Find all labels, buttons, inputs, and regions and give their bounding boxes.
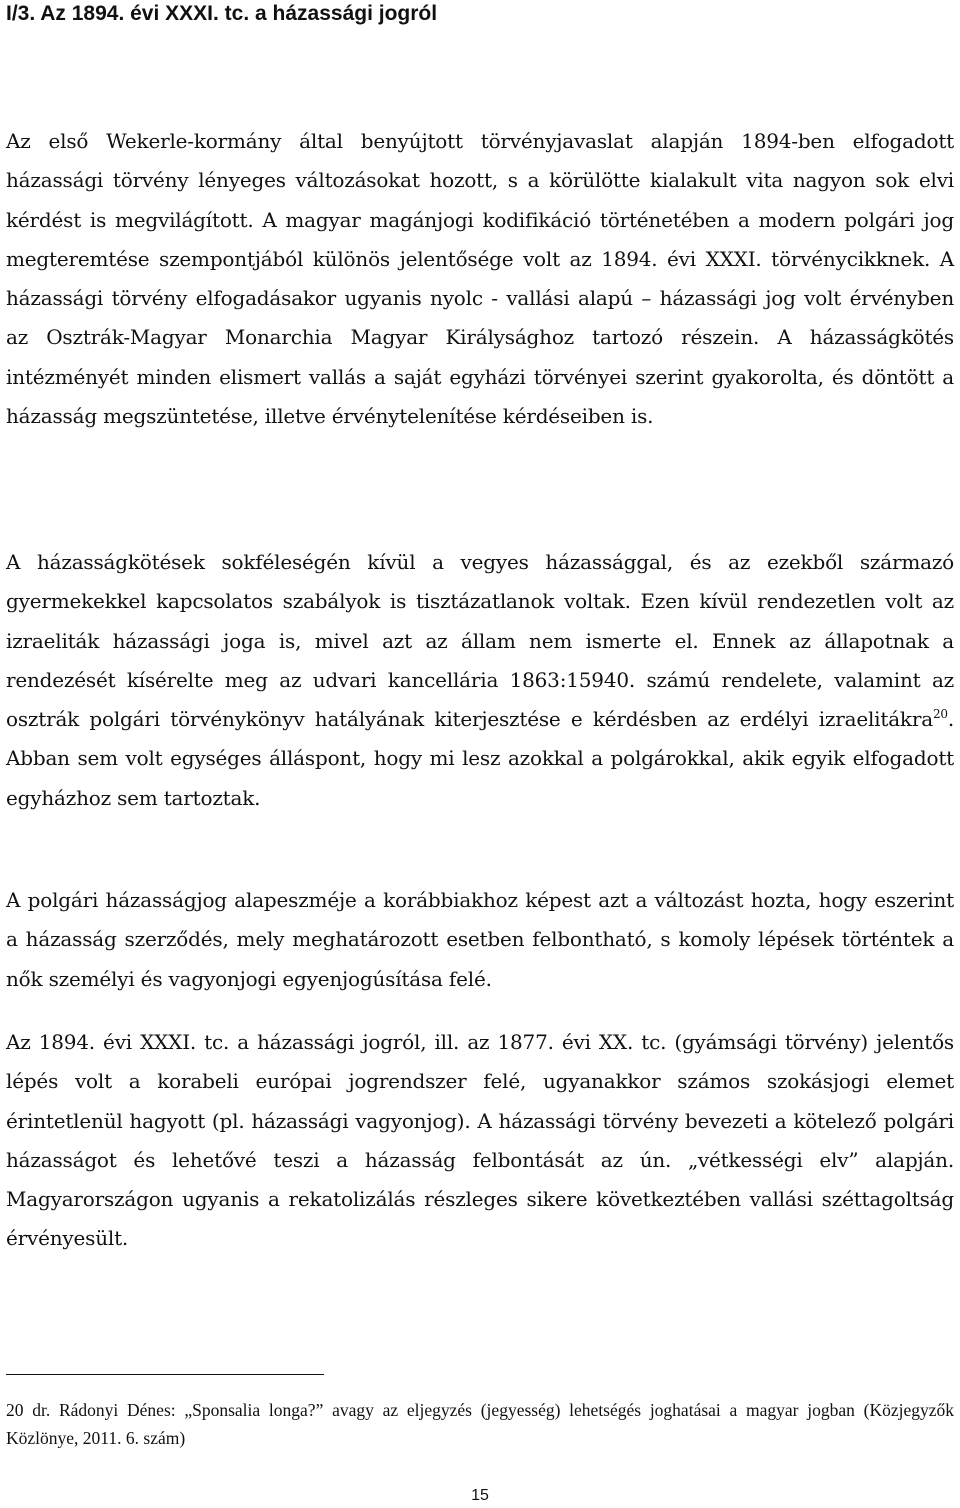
paragraph-3: A polgári házasságjog alapeszméje a korábbiakhoz képest azt a változást hozta, hogy eszerint a házasság szerződés, mely meghatározott esetben felbontható, s komoly lépések történtek a nők személyi és vagyonjogi egyenjogúsítása felé. (6, 888, 954, 991)
page-number: 15 (471, 1487, 489, 1504)
footnote: 20 dr. Rádonyi Dénes: „Sponsalia longa?” avagy az eljegyzés (jegyesség) lehetségés joghatásai a magyar jogban (Közjegyzők Közlönye, 2011. 6. szám) (6, 1400, 954, 1448)
paragraph-2 (6, 543, 954, 818)
footnote-reference: 20 (932, 707, 948, 722)
footnote-separator (6, 1374, 324, 1375)
paragraph-4: Az 1894. évi XXXI. tc. a házassági jogról, ill. az 1877. évi XX. tc. (gyámsági törvény) jelentős lépés volt a korabeli európai jogrendszer felé, ugyanakkor számos szokásjogi elemet érintetlenül hagyott (pl. házassági vagyonjog). A házassági törvény bevezeti a kötelező polgári házasságot és lehetővé teszi a házasság felbontását az ún. „vétkességi elv” alapján. Magyarországon ugyanis a rekatolizálás részleges sikere következtében vallási széttagoltság érvényesült. (6, 1030, 954, 1251)
paragraph-2-text: A házasságkötések sokféleségén kívül a vegyes házassággal, és az ezekből származó gyermekekkel kapcsolatos szabályok is tisztázatlanok voltak. Ezen kívül rendezetlen volt az izraeliták házassági joga is, mivel azt az állam nem ismerte el. Ennek az állapotnak a rendezését kísérelte meg az udvari kancellária 1863:15940. számú rendelete, valamint az osztrák polgári törvénykönyv hatályának kiterjesztése e kérdésben az erdélyi izraelitákra (6, 550, 954, 732)
paragraph-2-continuation: . Abban sem volt egységes álláspont, hogy mi lesz azokkal a polgárokkal, akik egyik elfogadott egyházhoz sem tartoztak. (6, 707, 954, 810)
paragraph-1: Az első Wekerle-kormány által benyújtott törvényjavaslat alapján 1894-ben elfogadott házassági törvény lényeges változásokat hozott, s a körülötte kialakult vita nagyon sok elvi kérdést is megvilágított. A magyar magánjogi kodifikáció történetében a modern polgári jog megteremtése szempontjából különös jelentősége volt az 1894. évi XXXI. törvénycikknek. A házassági törvény elfogadásakor ugyanis nyolc - vallási alapú – házassági jog volt érvényben az Osztrák-Magyar Monarchia Magyar Királysághoz tartozó részein. A házasságkötés intézményét minden elismert vallás a saját egyházi törvényei szerint gyakorolta, és döntött a házasság megszüntetése, illetve érvénytelenítése kérdéseiben is. (6, 129, 954, 429)
section-heading: I/3. Az 1894. évi XXXI. tc. a házassági jogról (6, 2, 438, 25)
